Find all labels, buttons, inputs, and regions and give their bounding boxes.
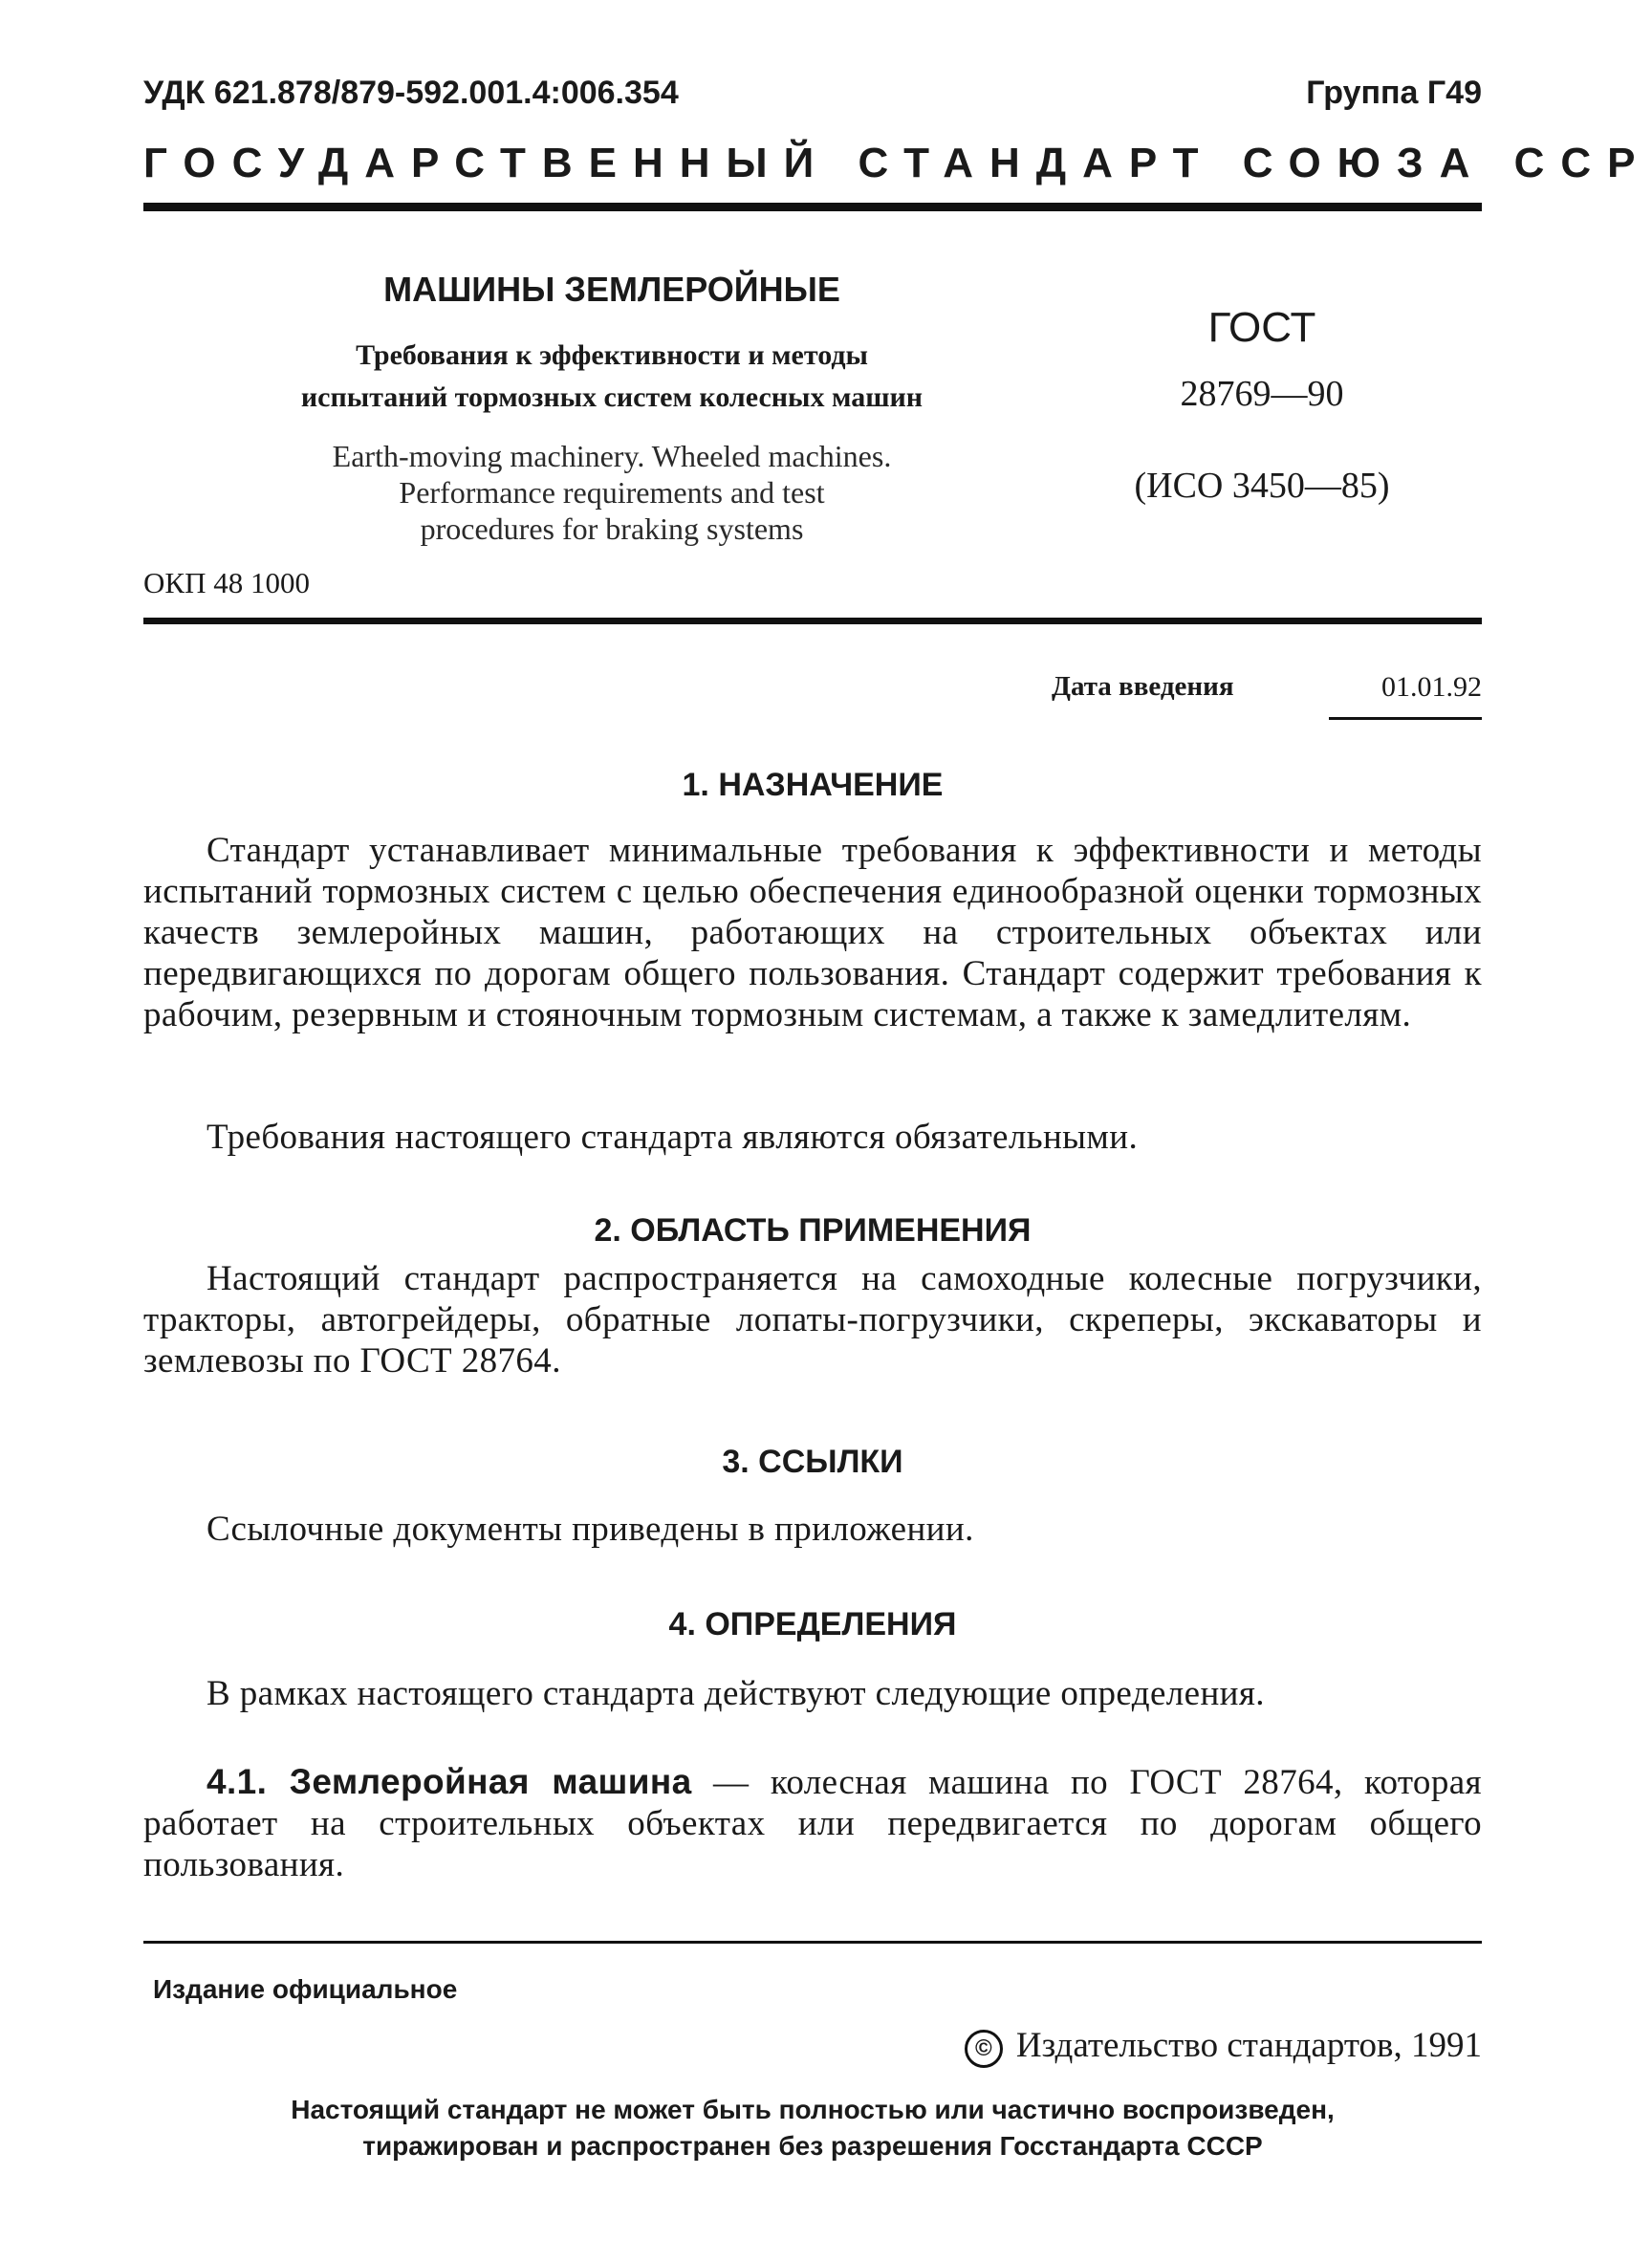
copyright-icon: © [965, 2030, 1003, 2068]
section-1-text: Стандарт устанавливает минимальные требования к эффективности и методы испытаний тормозных систем с целью обеспечения единообразной оценки тормозных качеств землеройных машин, работающих на строительных объектах или передвигающихся по дорогам общего пользования. Стандарт содержит требования к рабочим, резервным и стояночным тормозным системам, а также к замедлителям. [143, 831, 1482, 1034]
section-1-mandatory [143, 1117, 1482, 1158]
english-line-2: Performance requirements and test [399, 475, 825, 510]
title-rule [143, 618, 1482, 624]
header-row [143, 75, 1482, 122]
english-line-1: Earth-moving machinery. Wheeled machines. [332, 439, 892, 473]
section-2-paragraph [143, 1258, 1482, 1381]
english-line-3: procedures for braking systems [420, 511, 804, 546]
udk-code: УДК 621.878/879-592.001.4:006.354 [143, 75, 679, 111]
section-3-text: Ссылочные документы приведены в приложении. [206, 1510, 974, 1549]
gost-label: ГОСТ [1207, 304, 1316, 351]
section-1-heading: 1. НАЗНАЧЕНИЕ [682, 767, 944, 803]
notice-line-1: Настоящий стандарт не может быть полностью или частично воспроизведен, [291, 2095, 1335, 2124]
subtitle-line-1: Требования к эффективности и методы [356, 339, 868, 371]
document-page [143, 0, 1652, 2262]
title-block [201, 270, 1023, 547]
intro-date-underline [1329, 717, 1482, 720]
header-rule [143, 203, 1482, 211]
section-2-text: Настоящий стандарт распространяется на самоходные колесные погрузчики, тракторы, автогрейдеры, обратные лопаты-погрузчики, скреперы, экскаваторы и землевозы по ГОСТ 28764. [143, 1259, 1482, 1381]
group-code: Группа Г49 [1306, 75, 1482, 111]
gost-number: 28769—90 [1180, 374, 1344, 414]
section-1-paragraph [143, 830, 1482, 1035]
copyright-text: Издательство стандартов, 1991 [1015, 2026, 1482, 2065]
section-4-heading: 4. ОПРЕДЕЛЕНИЯ [668, 1606, 957, 1642]
subtitle-line-2: испытаний тормозных систем колесных машин [300, 381, 924, 413]
english-title [201, 438, 1023, 547]
official-edition: Издание официальное [153, 1974, 458, 2004]
okp-code: ОКП 48 1000 [143, 566, 310, 599]
document-title: МАШИНЫ ЗЕМЛЕРОЙНЫЕ [383, 270, 840, 309]
definition-text: — колесная машина по ГОСТ 28764, которая работает на строительных объектах или передвигается по дорогам общего пользования. [143, 1763, 1482, 1884]
notice-line-2: тиражирован и распространен без разрешения Госстандарта СССР [362, 2131, 1263, 2161]
footer-rule [143, 1941, 1482, 1944]
intro-date-value: 01.01.92 [1381, 671, 1482, 703]
section-4-paragraph [143, 1673, 1482, 1714]
copyright [965, 2025, 1482, 2068]
section-1-mandatory-text: Требования настоящего стандарта являются обязательными. [206, 1118, 1139, 1157]
state-standard-title: ГОСУДАРСТВЕННЫЙ СТАНДАРТ СОЮЗА ССР [143, 140, 1652, 186]
definition-4-1 [143, 1761, 1482, 1885]
gost-designation [1042, 304, 1482, 507]
definition-term: 4.1. Землеройная машина [206, 1762, 692, 1801]
section-2-heading: 2. ОБЛАСТЬ ПРИМЕНЕНИЯ [594, 1212, 1032, 1249]
reproduction-notice [143, 2092, 1482, 2164]
section-3-heading: 3. ССЫЛКИ [722, 1444, 903, 1480]
intro-date-label: Дата введения [1052, 671, 1234, 702]
section-4-text: В рамках настоящего стандарта действуют следующие определения. [206, 1674, 1265, 1713]
section-3-paragraph [143, 1509, 1482, 1550]
intro-date [143, 671, 1482, 713]
iso-reference: (ИСО 3450—85) [1134, 466, 1390, 506]
